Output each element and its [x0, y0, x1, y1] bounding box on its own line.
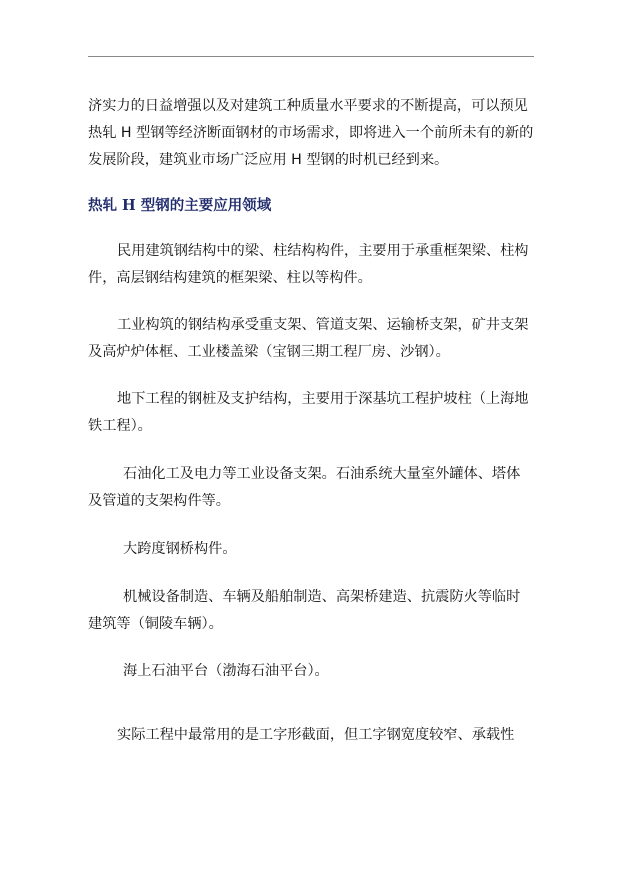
intro-paragraph: 济实力的日益增强以及对建筑工种质量水平要求的不断提高，可以预见热轧 H 型钢等经济断面钢材的市场需求，即将进入一个前所未有的新的发展阶段，建筑业市场广泛应用 H 型钢的时机已经到来。: [88, 98, 534, 168]
section-heading: 热轧 H 型钢的主要应用领域: [88, 197, 272, 214]
document-body: [88, 93, 534, 749]
closing-paragraph: 实际工程中最常用的是工字形截面，但工字钢宽度较窄、承载性: [117, 727, 515, 743]
application-item-5: 大跨度钢桥构件。: [123, 541, 237, 557]
header-rule: [88, 56, 534, 57]
application-item-4: 石油化工及电力等工业设备支架。石油系统大量室外罐体、塔体及管道的支架构件等。: [88, 466, 521, 509]
application-item-7: 海上石油平台（渤海石油平台）。: [123, 663, 329, 679]
application-item-6: 机械设备制造、车辆及船舶制造、高架桥建造、抗震防火等临时建筑等（铜陵车辆）。: [88, 589, 521, 632]
application-item-3: 地下工程的钢桩及支护结构，主要用于深基坑工程护坡柱（上海地铁工程）。: [88, 391, 529, 434]
application-item-2: 工业构筑的钢结构承受重支架、管道支架、运输桥支架，矿井支架及高炉炉体框、工业楼盖梁（宝钢三期工程厂房、沙钢）。: [88, 317, 529, 360]
application-item-1: 民用建筑钢结构中的梁、柱结构构件，主要用于承重框架梁、柱构件，高层钢结构建筑的框架梁、柱以等构件。: [88, 243, 529, 286]
